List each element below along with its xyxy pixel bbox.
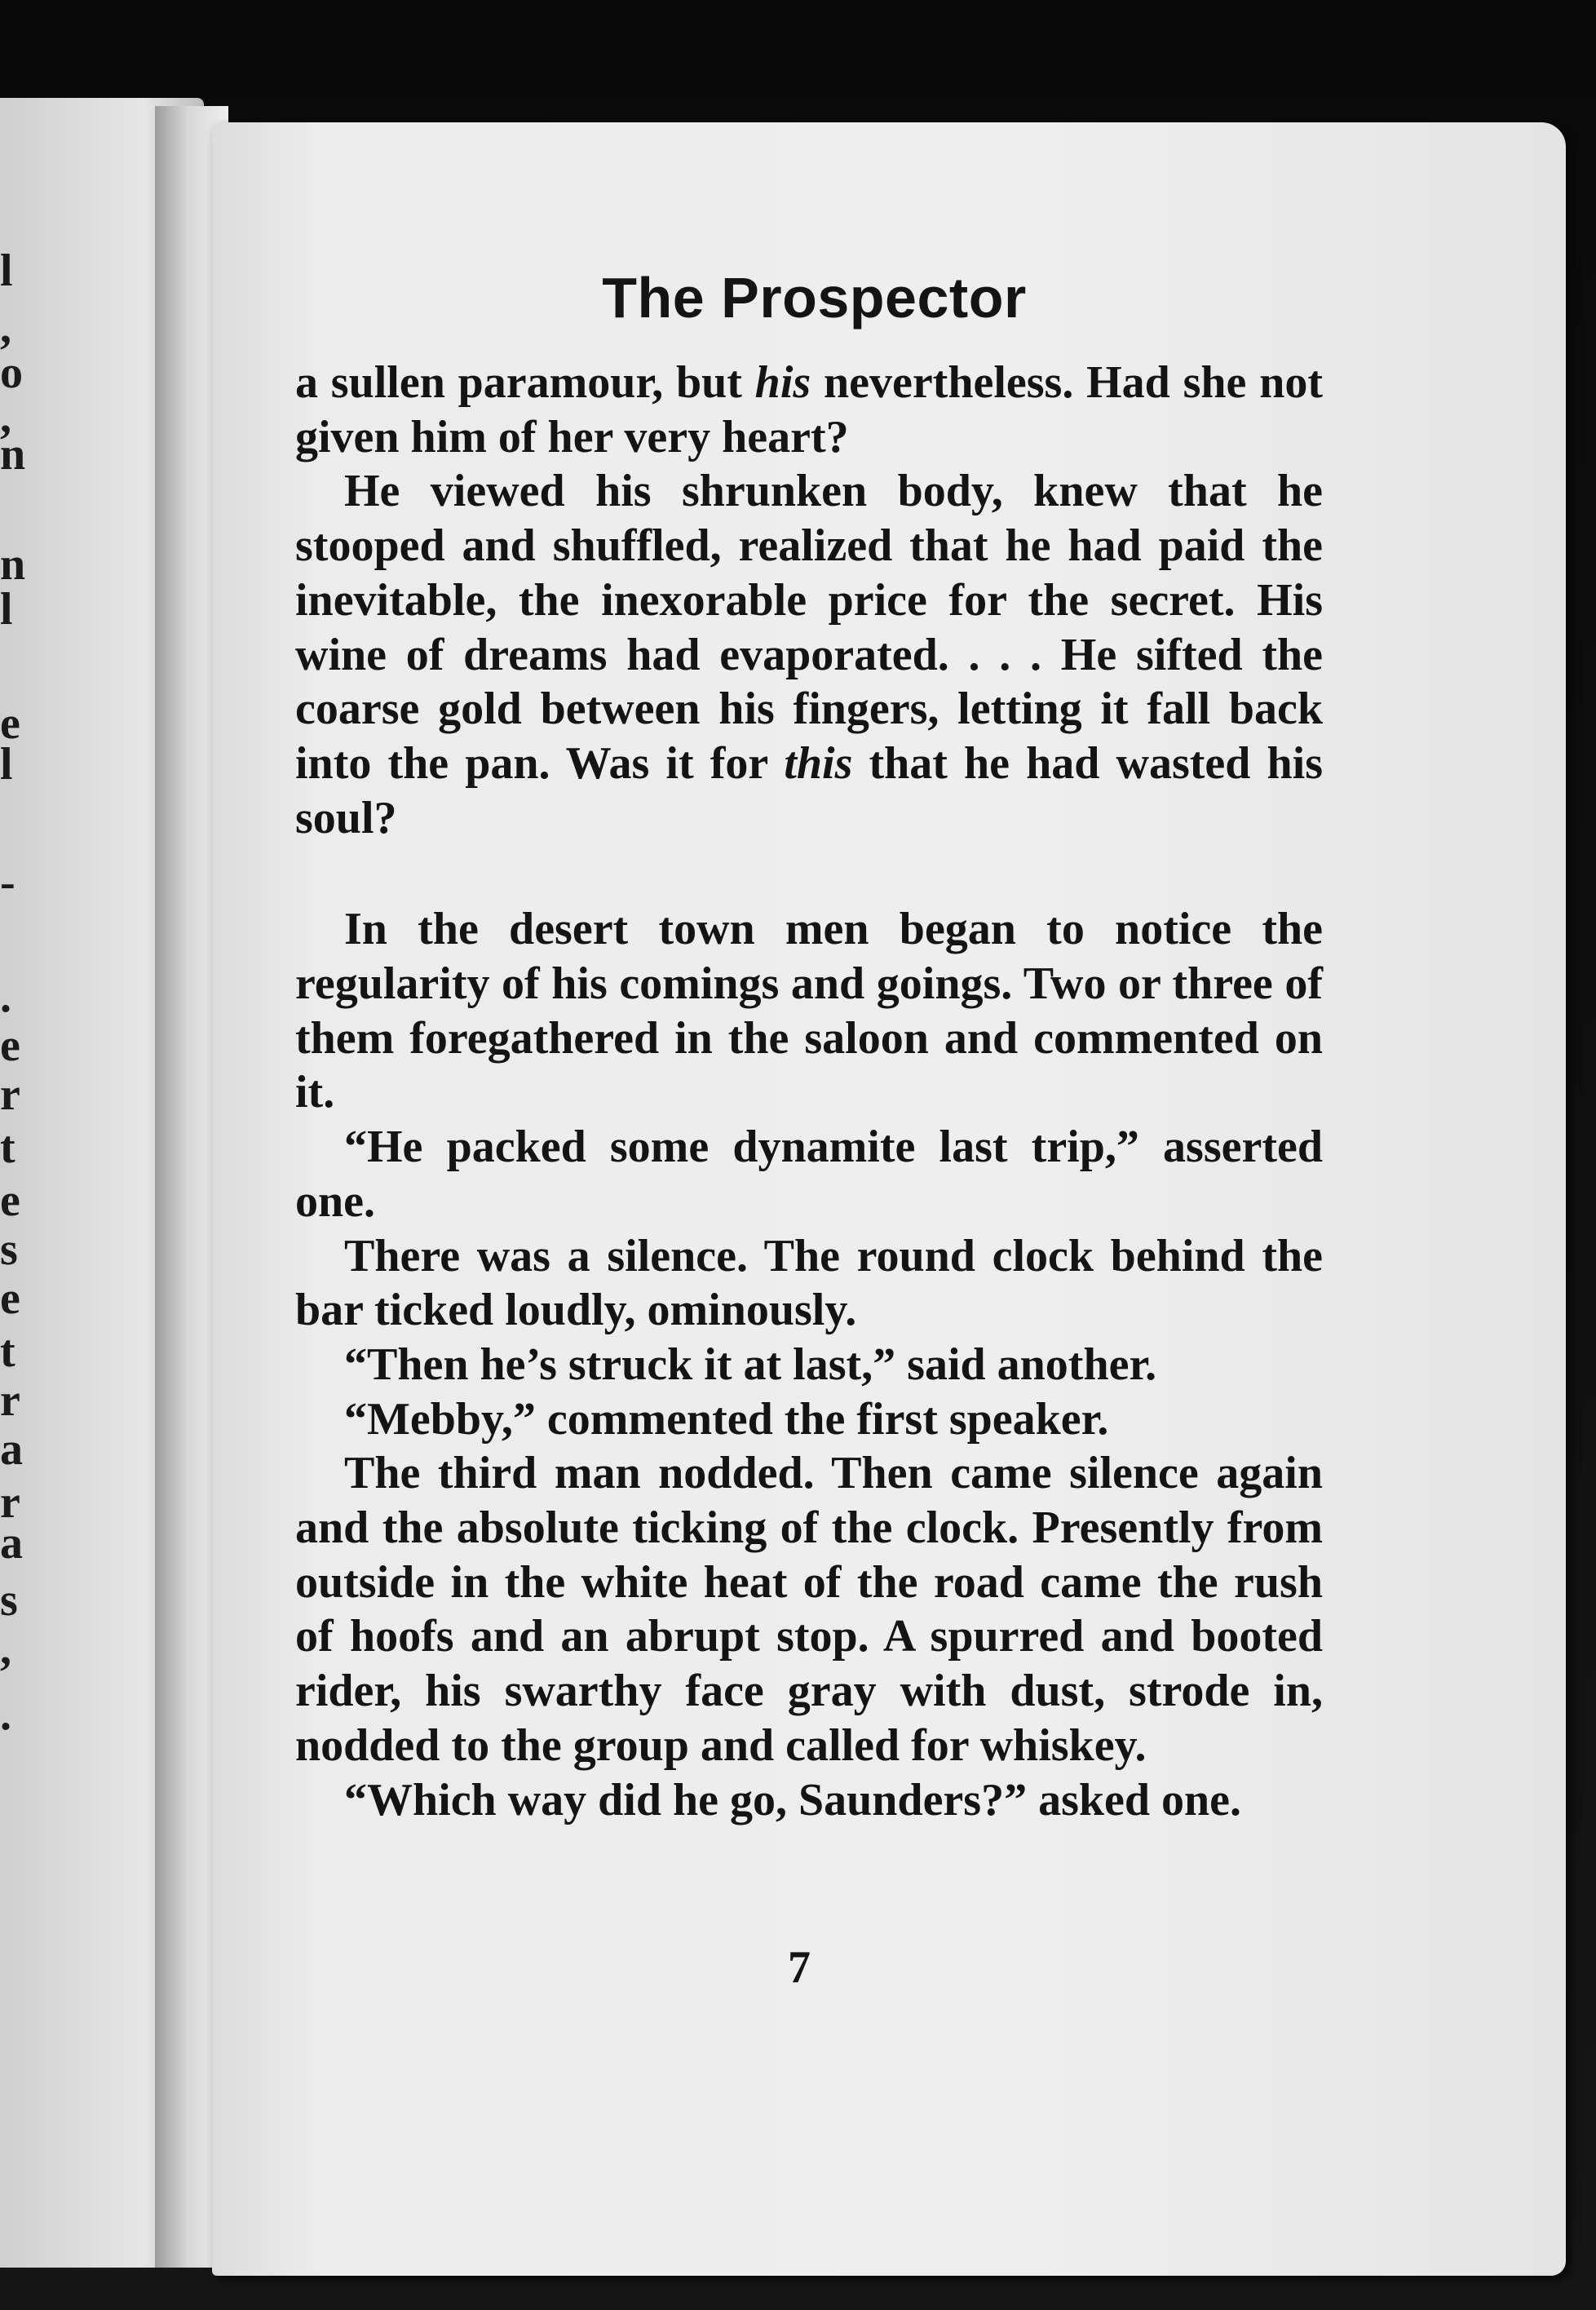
left-page-line-end: - bbox=[0, 857, 15, 908]
left-page-line-end: e bbox=[0, 1020, 20, 1071]
text-run: “Which way did he go, Saunders?” asked one. bbox=[344, 1774, 1242, 1825]
left-page-line-end: s bbox=[0, 1575, 18, 1626]
paragraph bbox=[295, 1392, 1323, 1447]
running-head: The Prospector bbox=[602, 266, 1027, 330]
text-run: There was a silence. The round clock behind the bar ticked loudly, ominously. bbox=[295, 1230, 1323, 1336]
paragraph bbox=[295, 902, 1323, 1120]
left-page-line-end: o bbox=[0, 347, 23, 398]
paragraph bbox=[295, 1120, 1323, 1228]
left-page-line-end: r bbox=[0, 1477, 20, 1528]
text-run: “He packed some dynamite last trip,” asserted one. bbox=[295, 1122, 1323, 1227]
text-run: that he had wasted his soul? bbox=[295, 737, 1324, 843]
left-page-line-end: , bbox=[0, 303, 11, 353]
left-page-line-end: e bbox=[0, 698, 20, 749]
left-page-line-end: r bbox=[0, 1375, 20, 1426]
left-page-line-end: a bbox=[0, 1518, 23, 1569]
left-page-line-end: l bbox=[0, 246, 13, 296]
left-page-line-end: t bbox=[0, 1326, 15, 1377]
italic-word: his bbox=[754, 357, 811, 408]
text-run: “Mebby,” commented the first speaker. bbox=[344, 1393, 1109, 1445]
left-page-line-end: a bbox=[0, 1424, 23, 1475]
paragraph bbox=[295, 1229, 1323, 1338]
text-run: He viewed his shrunken body, knew that he stooped and shuffled, realized that he had paid the inevitable, the inexorable price for the secret. His wine of dreams had evaporated. . . . He sifted the coarse gold between his fingers, letting it fall back into the pan. Was it for bbox=[295, 466, 1323, 789]
left-page-line-end: e bbox=[0, 1175, 20, 1226]
body-text bbox=[295, 356, 1323, 1827]
text-run: The third man nodded. Then came silence again and the absolute ticking of the clock. Presently from outside in the white heat of the road came the rush of hoofs and an abrupt stop. A spurred and booted rider, his swarthy face gray with dust, strode in, nodded to the group and called for whiskey. bbox=[295, 1448, 1323, 1771]
paragraph bbox=[295, 1338, 1323, 1392]
left-page-line-end: . bbox=[0, 1689, 11, 1740]
left-page-line-end: . bbox=[0, 971, 11, 1022]
paragraph bbox=[295, 1773, 1323, 1828]
section-break bbox=[295, 845, 1323, 902]
italic-word: this bbox=[784, 737, 853, 789]
text-run: a sullen paramour, but bbox=[295, 357, 755, 408]
left-page-line-end: e bbox=[0, 1273, 20, 1324]
left-page-line-end: r bbox=[0, 1069, 20, 1120]
left-page-line-end: n bbox=[0, 429, 26, 480]
left-page-line-end: n bbox=[0, 539, 26, 590]
paragraph bbox=[295, 1446, 1323, 1772]
paragraph bbox=[295, 356, 1323, 464]
page-number: 7 bbox=[788, 1942, 811, 1993]
left-page-line-end: , bbox=[0, 1624, 11, 1675]
left-page-line-end: l bbox=[0, 584, 13, 635]
left-page-line-end: s bbox=[0, 1224, 18, 1275]
left-page-line-end: l bbox=[0, 739, 13, 790]
text-run: nevertheless. Had she not given him of her very heart? bbox=[295, 357, 1323, 462]
paragraph bbox=[295, 464, 1323, 845]
left-page-line-end: , bbox=[0, 392, 11, 443]
text-run: “Then he’s struck it at last,” said another. bbox=[344, 1339, 1157, 1390]
left-page-line-end: t bbox=[0, 1122, 15, 1173]
text-run: In the desert town men began to notice the regularity of his comings and goings. Two or three of them foregathered in the saloon and commented on it. bbox=[295, 904, 1323, 1118]
